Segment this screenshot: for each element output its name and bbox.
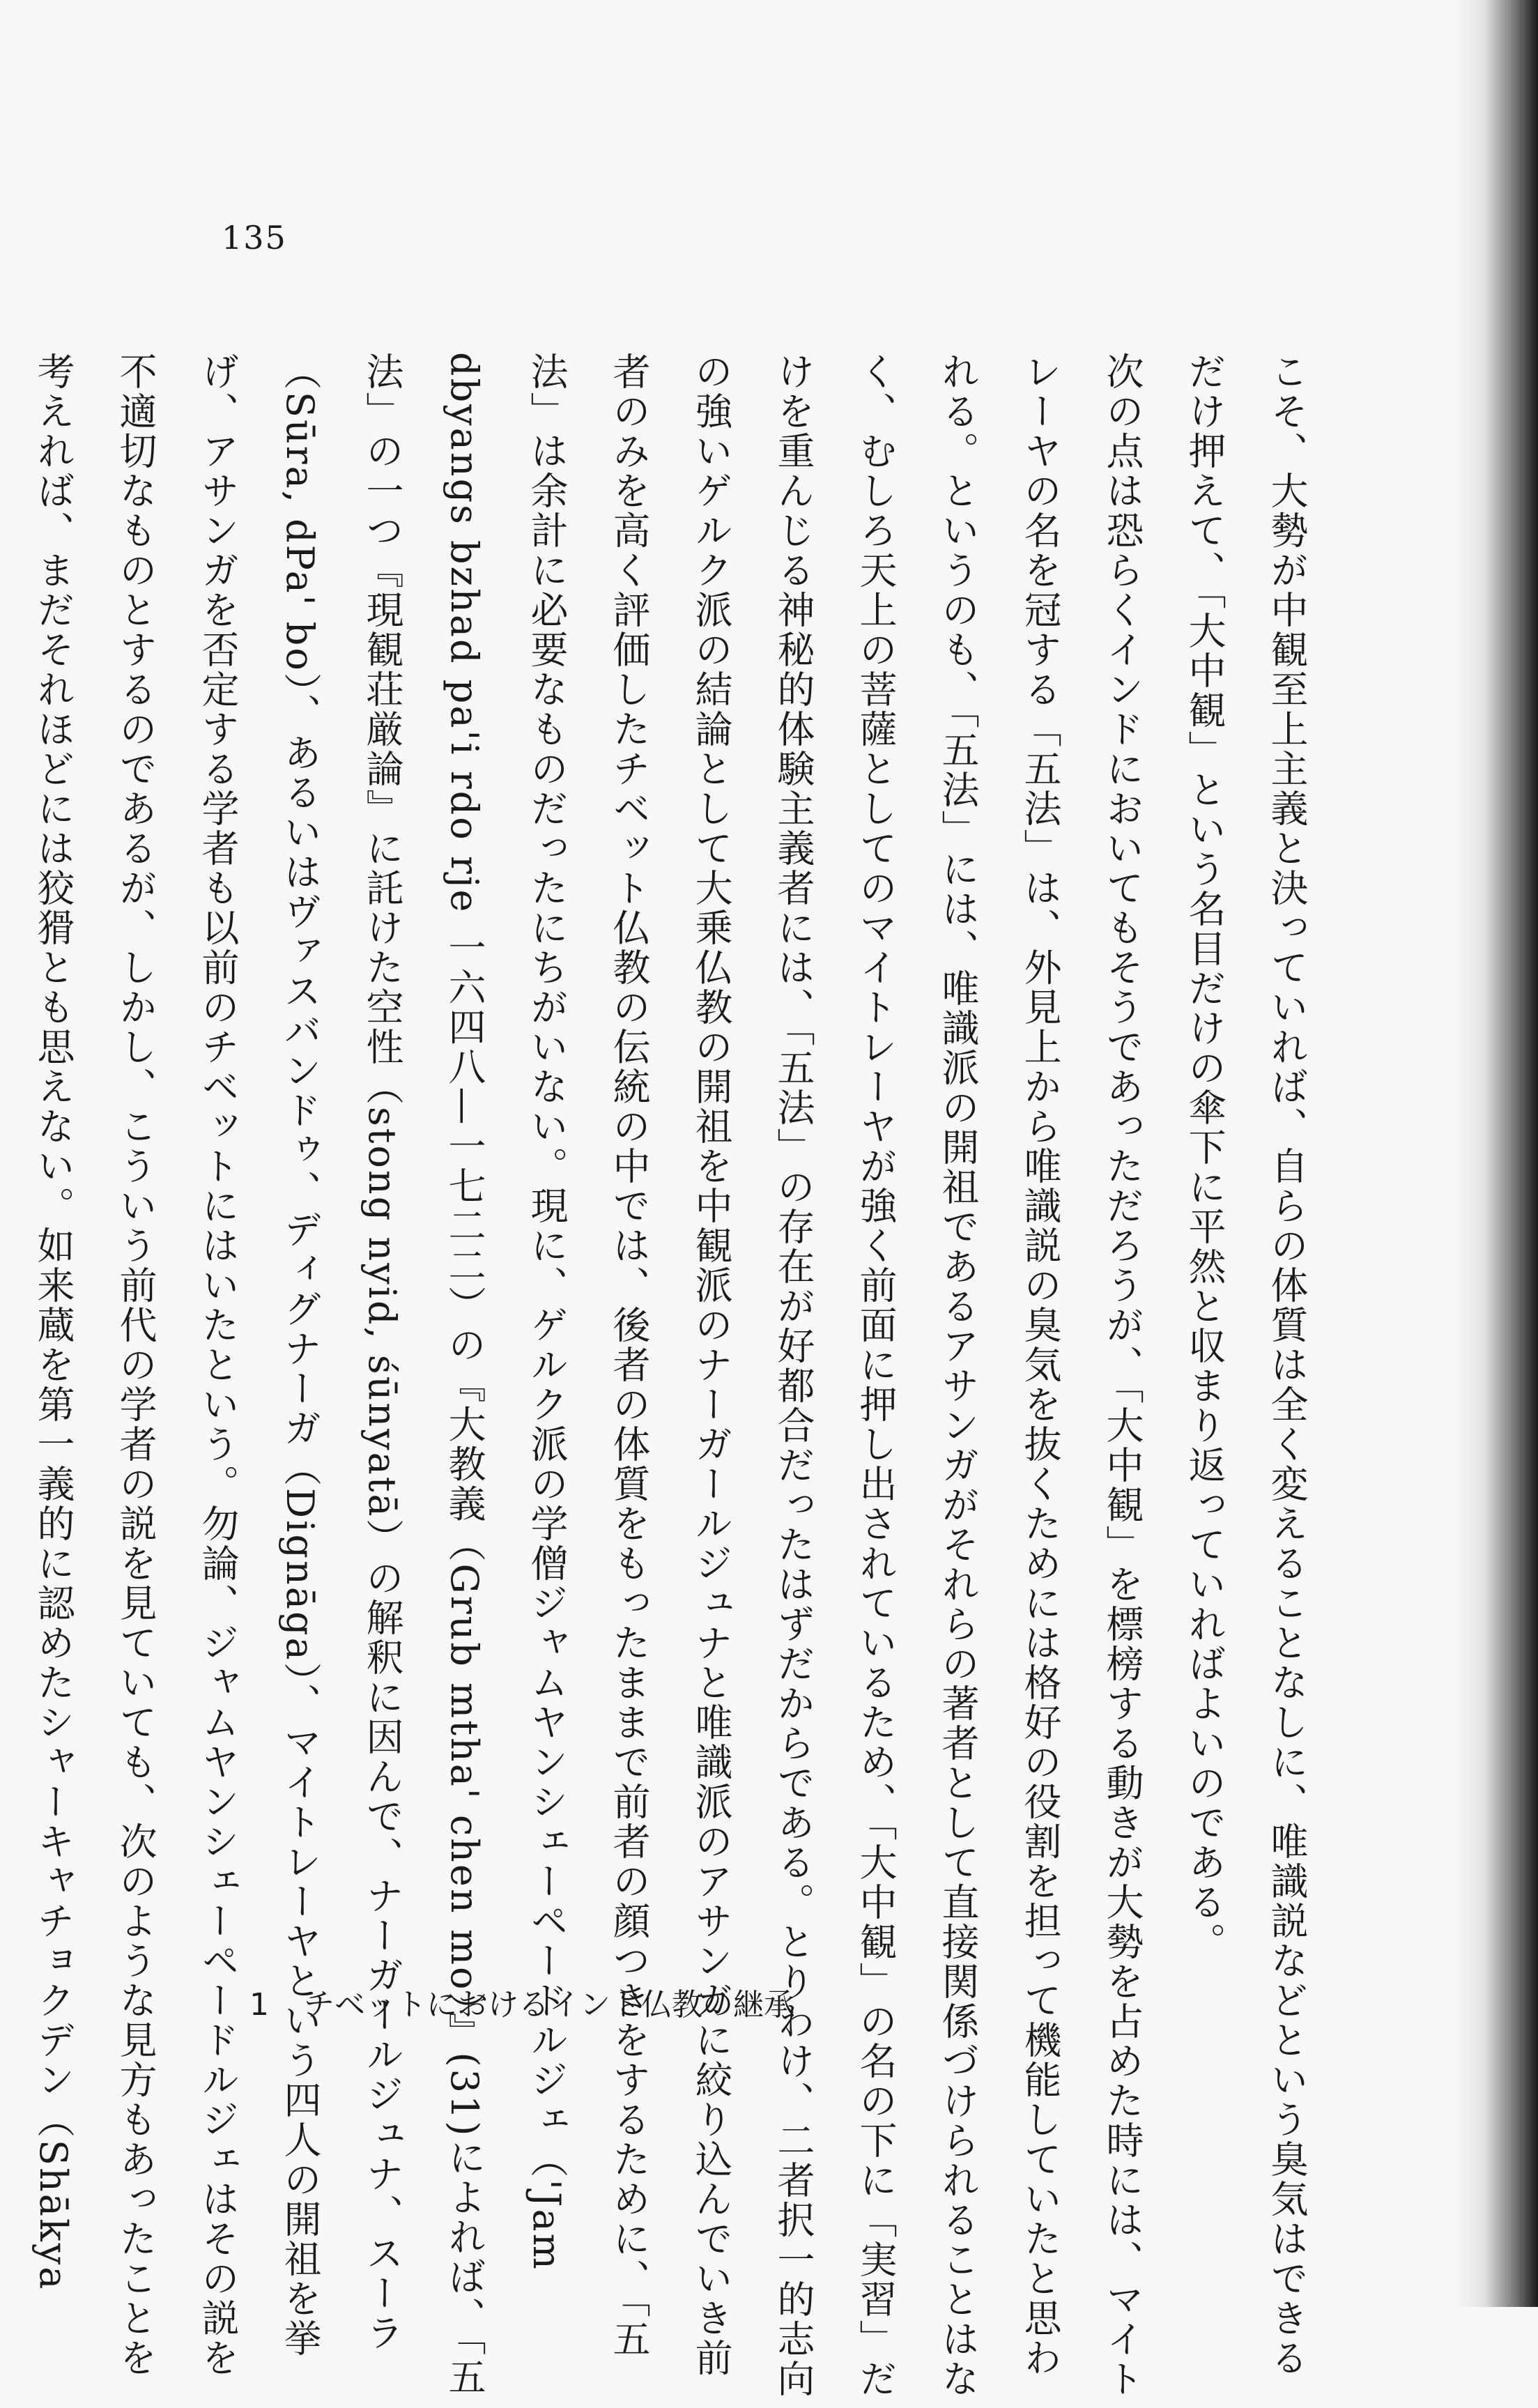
body-text [31,352,1328,2408]
chapter-title: チベットにおけるインド仏教の継承 [304,1987,794,2023]
paragraph: 次の点は恐らくインドにおいてもそうであっただろうが、「大中観」を標榜する動きが大勢を占めた時には、マイトレーヤの名を冠する「五法」は、外見上から唯識説の臭気を抜くためには格好の役割を担って機能していたと思われる。というのも、「五法」には、唯識派の開祖であるアサンガがそれらの著者として直接関係づけられることはなく、むしろ天上の菩薩としてのマイトレーヤが強く前面に押し出されているため、「大中観」の名の下に「実習」だけを重んじる神秘的体験主義者には、「五法」の存在が好都合だったはずだからである。とりわけ、二者択一的志向の強いゲルク派の結論として大乗仏教の開祖を中観派のナーガールジュナと唯識派のアサンガに絞り込んでいき前者のみを高く評価したチベット仏教の伝統の中では、後者の体質をもったままで前者の顔つきをするために、「五法」は余計に必要なものだったにちがいない。現に、ゲルク派の学僧ジャムヤンシェーペードルジェ（'Jam dbyangs bzhad pa'i rdo rje 一六四八—一七二二）の『大教義（Grub mtha' chen mo）』(31)によれば、「五法」の一つ『現観荘厳論』に託けた空性（stong nyid, śūnyatā）の解釈に因んで、ナーガールジュナ、スーラ（Sūra, dPa' bo）、あるいはヴァスバンドゥ、ディグナーガ（Dignāga）、マイトレーヤという四人の開祖を挙げ、アサンガを否定する学者も以前のチベットにはいたという。勿論、ジャムヤンシェーペードルジェはその説を不適切なものとするのであるが、しかし、こういう前代の学者の説を見ていても、次のような見方もあったことを考えれば、まだそれほどには狡猾とも思えない。如来蔵を第一義的に認めたシャーキャチョクデン（Shākya [31,352,1144,2399]
page-number: 135 [222,219,287,256]
running-footer [249,1987,794,2023]
paragraph: こそ、大勢が中観至上主義と決っていれば、自らの体質は全く変えることなしに、唯識説などという臭気はできるだけ押えて、「大中観」という名目だけの傘下に平然と収まり返っていればよいのである。 [1183,352,1309,2378]
scan-shadow-edge [1454,0,1538,2307]
chapter-number: 1 [249,1987,269,2023]
